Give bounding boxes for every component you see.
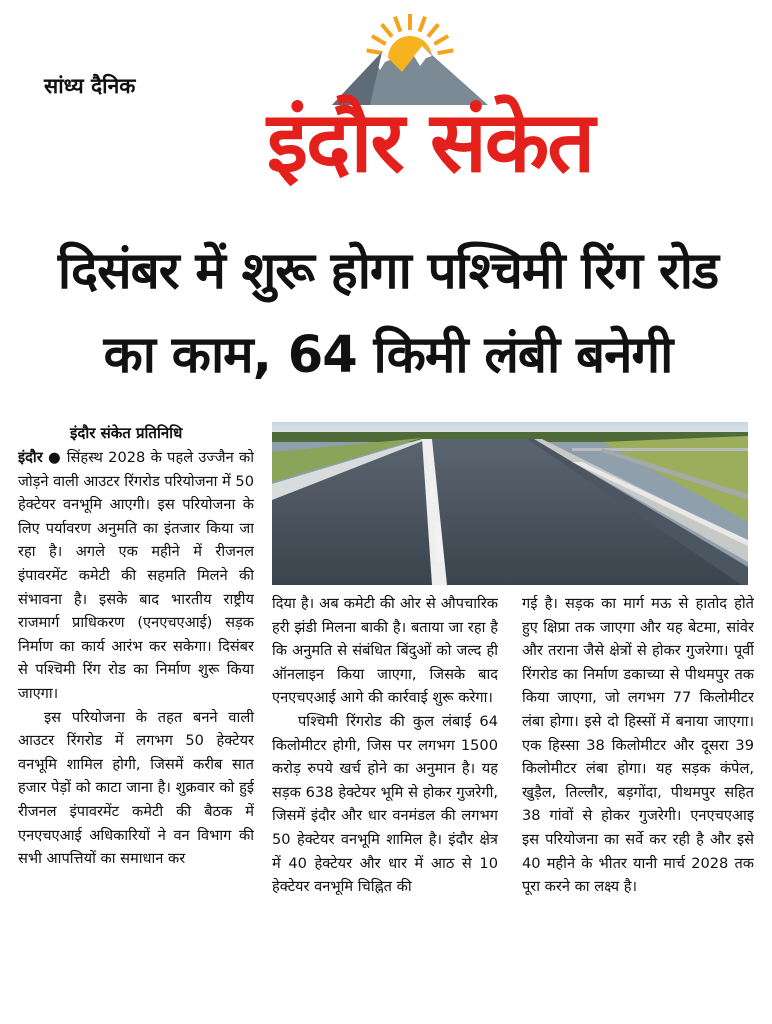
sun-mountain-logo-icon	[330, 10, 490, 105]
paragraph	[18, 446, 254, 706]
article-column-1	[18, 446, 254, 1016]
headline-line-1: दिसंबर में शुरू होगा पश्चिमी रिंग रोड	[57, 242, 719, 301]
ring-road-photo	[272, 422, 748, 585]
paragraph: गई है। सड़क का मार्ग मऊ से हातोद होते हुए क्षिप्रा तक जाएगा और यह बेटमा, सांवेर और तराना जैसे क्षेत्रों से होकर गुजरेगा। पूर्वी रिंगरोड का निर्माण डकाच्या से पीथमपुर तक किया जाएगा, जो लगभग 77 किलोमीटर लंबा होगा। इसे दो हिस्सों में बनाया जाएगा। एक हिस्सा 38 किलोमीटर और दूसरा 39 किलोमीटर लंबा होगा। यह सड़क कंपेल, खुड़ैल, तिल्लौर, बड़गोंदा, पीथमपुर सहित 38 गांवों से होकर गुजरेगी। एनएचएआइ इस परियोजना का सर्वे कर रही है और इसे 40 महीने के भीतर यानी मार्च 2028 तक पूरा करने का लक्ष्य है।	[522, 595, 754, 896]
edition-label: सांध्य दैनिक	[44, 74, 136, 98]
dateline: इंदौर	[18, 449, 43, 466]
paragraph: इस परियोजना के तहत बनने वाली आउटर रिंगरोड में लगभग 50 हेक्टेयर वनभूमि शामिल होगी, जिसमें करीब सात हजार पेड़ों को काटा जाना है। शुक्रवार को हुई रीजनल इंपावरमेंट कमेटी की बैठक में एनएचएआई अधिकारियों ने वन विभाग की सभी आपत्तियों का समाधान कर	[18, 708, 254, 868]
headline-line-2: का काम, 64 किमी लंबी बनेगी	[103, 326, 673, 385]
brand-title: इंदौर संकेत	[266, 93, 594, 191]
dateline-bullet-icon: ●	[48, 449, 62, 466]
road-photo-image	[272, 422, 748, 585]
paragraph-text: सिंहस्थ 2028 के पहले उज्जैन को जोड़ने वाली आउटर रिंगरोड परियोजना में 50 हेक्टेयर वनभूमि आएगी। इस परियोजना के लिए पर्यावरण अनुमति का इंतजार किया जा रहा है। अगले एक महीने में रीजनल इंपावरमेंट कमेटी की सहमति मिलने की संभावना है। इसके बाद भारतीय राष्ट्रीय राजमार्ग प्राधिकरण (एनएचएआई) सड़क निर्माण का कार्य आरंभ कर सकेगा। दिसंबर से पश्चिमी रिंग रोड का निर्माण शुरू किया जाएगा।	[18, 449, 254, 702]
article-headline	[18, 230, 758, 398]
article-column-2	[272, 592, 498, 1016]
paragraph: दिया है। अब कमेटी की ओर से औपचारिक हरी झंडी मिलना बाकी है। बताया जा रहा है कि अनुमति से संबंधित बिंदुओं को जल्द ही ऑनलाइन किया जाएगा, जिसके बाद एनएचएआई आगे की कार्रवाई शुरू करेगा।	[272, 595, 498, 707]
paragraph: पश्चिमी रिंगरोड की कुल लंबाई 64 किलोमीटर होगी, जिस पर लगभग 1500 करोड़ रुपये खर्च होने का अनुमान है। यह सड़क 638 हेक्टेयर भूमि से होकर गुजरेगी, जिसमें इंदौर और धार वनमंडल की लगभग 50 हेक्टेयर वनभूमि शामिल है। इंदौर क्षेत्र में 40 हेक्टेयर और धार में आठ से 10 हेक्टेयर वनभूमि चिह्नित की	[272, 712, 498, 896]
byline: इंदौर संकेत प्रतिनिधि	[70, 424, 183, 442]
article-column-3	[522, 592, 754, 1016]
masthead	[0, 0, 772, 205]
